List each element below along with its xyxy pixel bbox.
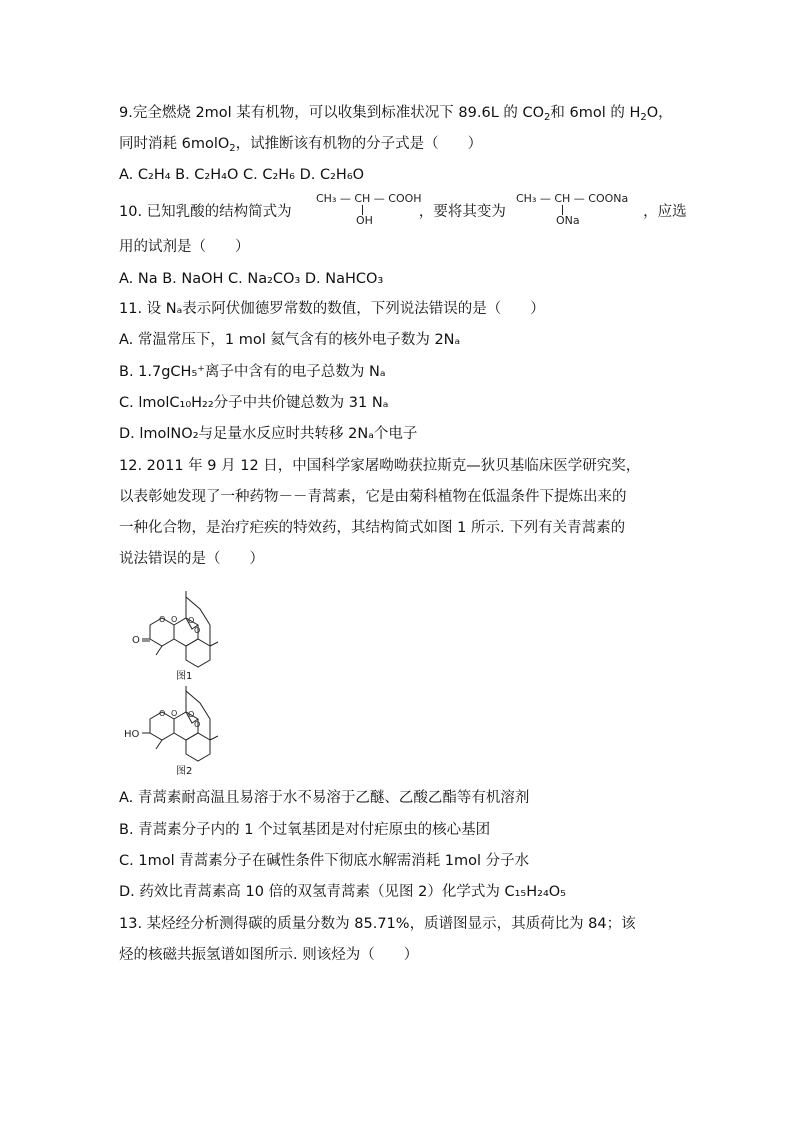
q10-text-c: ，应选 (643, 204, 687, 220)
q11-option-a: A. 常温常压下，1 mol 氦气含有的核外电子数为 2Nₐ (119, 332, 461, 348)
peroxide-oxygen-4: O (194, 720, 201, 729)
q10-text-a: 10. 已知乳酸的结构简式为 (119, 204, 292, 220)
q12-option-b: B. 青蒿素分子内的 1 个过氧基团是对付疟原虫的核心基团 (119, 822, 491, 838)
q12-option-d: D. 药效比青蒿素高 10 倍的双氢青蒿素（见图 2）化学式为 C₁₅H₂₄O₅ (119, 884, 566, 900)
sodium-lactate-ona: ONa (556, 214, 580, 227)
cyclohexane-ring (186, 639, 210, 667)
sodium-lactate-formula: CH₃ — CH — COONa (516, 192, 629, 205)
q9-text-b: 和 6mol 的 H (550, 105, 641, 121)
q11-option-b: B. 1.7gCH₅⁺离子中含有的电子总数为 Nₐ (119, 364, 386, 380)
peroxide-oxygen-1: O (188, 616, 195, 625)
carbonyl-oxygen: O (132, 635, 140, 646)
q11-stem: 11. 设 Nₐ表示阿伏伽德罗常数的数值，下列说法错误的是（ ） (119, 301, 545, 317)
q9-line-2 (119, 134, 482, 159)
q12-line-3: 一种化合物，是治疗疟疾的特效药，其结构简式如图 1 所示. 下列有关青蒿素的 (119, 520, 626, 536)
q10-line-2: 用的试剂是（ ） (119, 239, 250, 255)
q12-line-4: 说法错误的是（ ） (119, 551, 264, 567)
q12-line-2: 以表彰她发现了一种药物－－青蒿素，它是由菊科植物在低温条件下提炼出来的 (119, 489, 627, 505)
q11-option-c: C. lmolC₁₀H₂₂分子中共价键总数为 31 Nₐ (119, 395, 389, 411)
q9-text-d: 同时消耗 6molO (119, 136, 230, 152)
q10-line-1 (119, 202, 687, 222)
peroxide-oxygen-2: O (194, 626, 201, 635)
cyclohexane-ring-2 (186, 733, 210, 761)
figure-2-caption: 图2 (176, 766, 193, 777)
q11-option-d: D. lmolNO₂与足量水反应时共转移 2Nₐ个电子 (119, 426, 418, 442)
figure-1-caption: 图1 (176, 671, 193, 682)
q9-sub-h2o: 2 (640, 112, 647, 123)
q9-sub-o2: 2 (229, 143, 236, 154)
q9-text-c: O， (646, 105, 673, 121)
ring-oxygen-2: O (171, 615, 178, 624)
q13-line-1: 13. 某烃经分析测得碳的质量分数为 85.71%，质谱图显示，其质荷比为 84；该 (119, 916, 636, 932)
q12-line-1: 12. 2011 年 9 月 12 日，中国科学家屠呦呦获拉斯克—狄贝基临床医学研究奖， (119, 458, 641, 474)
ring-oxygen-4: O (171, 709, 178, 718)
q9-text-e: ，试推断该有机物的分子式是（ ） (235, 136, 483, 152)
q9-sub-co2: 2 (544, 112, 551, 123)
artemisinin-structure-fig1 (120, 585, 235, 680)
lactic-acid-oh: OH (356, 214, 373, 227)
q9-line-1 (119, 103, 673, 128)
q9-text-a: 9.完全燃烧 2mol 某有机物，可以收集到标准状况下 89.6L 的 CO (119, 105, 545, 121)
dihydroartemisinin-structure-fig2 (120, 683, 235, 773)
ring-oxygen-1: O (159, 615, 166, 624)
hydroxyl-group: HO (124, 729, 140, 740)
q12-option-a: A. 青蒿素耐高温且易溶于水不易溶于乙醚、乙酸乙酯等有机溶剂 (119, 790, 530, 806)
lactic-acid-formula: CH₃ — CH — COOH (316, 192, 422, 205)
q10-text-b: ，要将其变为 (418, 204, 506, 220)
ring-oxygen-3: O (159, 709, 166, 718)
q9-options: A. C₂H₄ B. C₂H₄O C. C₂H₆ D. C₂H₆O (119, 167, 365, 183)
peroxide-oxygen-3: O (188, 710, 195, 719)
q12-option-c: C. 1mol 青蒿素分子在碱性条件下彻底水解需消耗 1mol 分子水 (119, 853, 530, 869)
q13-line-2: 烃的核磁共振氢谱如图所示. 则该烃为（ ） (119, 947, 419, 963)
q10-options: A. Na B. NaOH C. Na₂CO₃ D. NaHCO₃ (119, 271, 384, 287)
